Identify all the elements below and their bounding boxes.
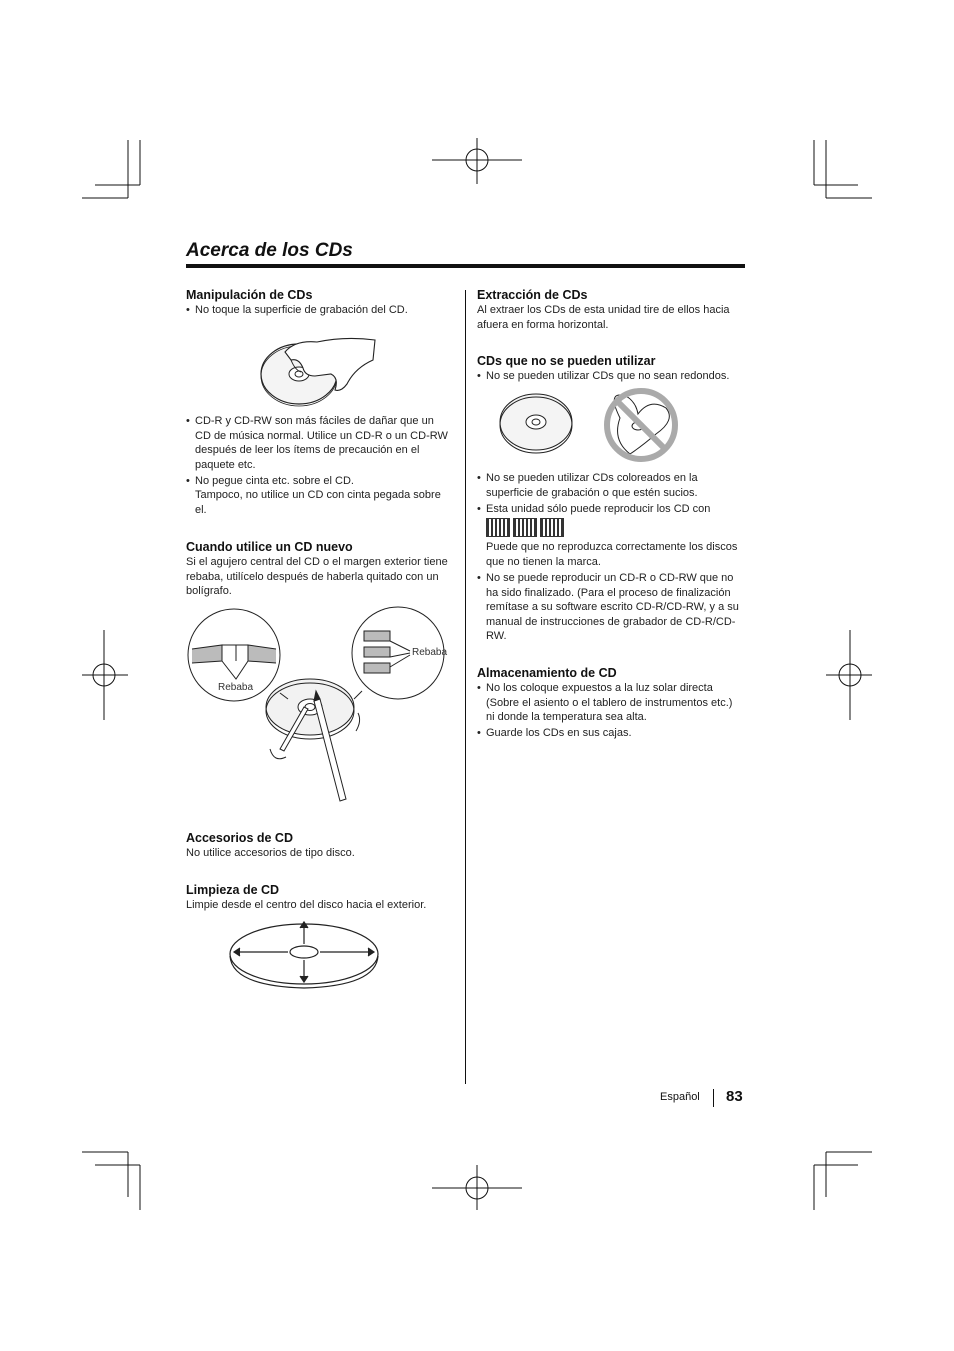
text-extraccion: Al extraer los CDs de esta unidad tire de ellos hacia afuera en forma horizontal. <box>477 304 730 331</box>
section-accesorios <box>186 831 452 861</box>
bullet-no-redondos: • No se pueden utilizar CDs que no sean redondos. <box>477 369 743 384</box>
section-limpieza <box>186 883 452 913</box>
bullet-cajas: • Guarde los CDs en sus cajas. <box>477 726 743 741</box>
compact-disc-recordable-logo-icon <box>513 518 537 537</box>
column-divider <box>465 290 466 1084</box>
label-rebaba-right: Rebaba <box>412 647 448 658</box>
section-almacenamiento <box>477 666 743 742</box>
footer-separator <box>713 1089 714 1107</box>
label-rebaba-left: Rebaba <box>218 682 254 693</box>
cd-hand-illustration <box>255 330 385 408</box>
bullet-cdr-cdrw: • CD-R y CD-RW son más fáciles de dañar que un CD de música normal. Utilice un CD-R o un CD-RW después de leer los ítems de precaución en el paquete etc. <box>186 414 452 472</box>
page-number: 83 <box>726 1088 743 1105</box>
title-rule <box>186 264 745 268</box>
bullet-coloreados: • No se pueden utilizar CDs coloreados en la superficie de grabación o que estén sucios. <box>477 471 743 500</box>
section-manipulacion-cont <box>186 414 452 519</box>
heading-limpieza: Limpieza de CD <box>186 883 280 897</box>
section-no-utilizar-cont <box>477 471 743 645</box>
cd-shapes-illustration <box>496 384 686 464</box>
heading-manipulacion: Manipulación de CDs <box>186 288 313 302</box>
bullet-no-finalizado: • No se puede reproducir un CD-R o CD-RW que no ha sido finalizado. (Para el proceso de finalización remítase a su software escrito CD-R/CD-RW, y a su manual de instrucciones de grabador de CD-R/CD-RW. <box>477 571 743 644</box>
section-extraccion <box>477 288 743 332</box>
disc-logos <box>486 518 743 537</box>
bullet-no-cinta-text-2: Tampoco, no utilice un CD con cinta pegada sobre el. <box>195 489 441 517</box>
text-limpieza: Limpie desde el centro del disco hacia el exterior. <box>186 899 427 911</box>
section-cd-nuevo <box>186 540 452 599</box>
bullet-no-cinta <box>186 474 452 518</box>
bullet-no-cinta-text: No pegue cinta etc. sobre el CD. <box>195 474 354 487</box>
footer-language: Español <box>660 1091 700 1103</box>
burr-removal-illustration <box>186 603 452 805</box>
bullet-marca <box>477 502 743 570</box>
compact-disc-rewritable-logo-icon <box>540 518 564 537</box>
text-accesorios: No utilice accesorios de tipo disco. <box>186 847 355 859</box>
heading-cd-nuevo: Cuando utilice un CD nuevo <box>186 540 353 554</box>
bullet-marca-text-2: Puede que no reproduzca correctamente los discos que no tienen la marca. <box>486 541 738 568</box>
compact-disc-logo-icon <box>486 518 510 537</box>
cd-cleaning-illustration <box>228 918 384 994</box>
heading-accesorios: Accesorios de CD <box>186 831 293 845</box>
section-no-utilizar <box>477 354 743 385</box>
bullet-luz-solar: • No los coloque expuestos a la luz solar directa (Sobre el asiento o el tablero de instrumentos etc.) ni donde la temperatura sea alta. <box>477 681 743 725</box>
section-manipulacion <box>186 288 452 319</box>
bullet-marca-text: Esta unidad sólo puede reproducir los CD con <box>486 502 711 515</box>
heading-almacenamiento: Almacenamiento de CD <box>477 666 617 680</box>
bullet-no-tocar: • No toque la superficie de grabación del CD. <box>186 303 452 318</box>
text-cd-nuevo: Si el agujero central del CD o el margen exterior tiene rebaba, utilícelo después de haberla quitado con un bolígrafo. <box>186 556 448 598</box>
heading-extraccion: Extracción de CDs <box>477 288 588 302</box>
page-title: Acerca de los CDs <box>186 240 353 261</box>
heading-no-utilizar: CDs que no se pueden utilizar <box>477 354 656 368</box>
